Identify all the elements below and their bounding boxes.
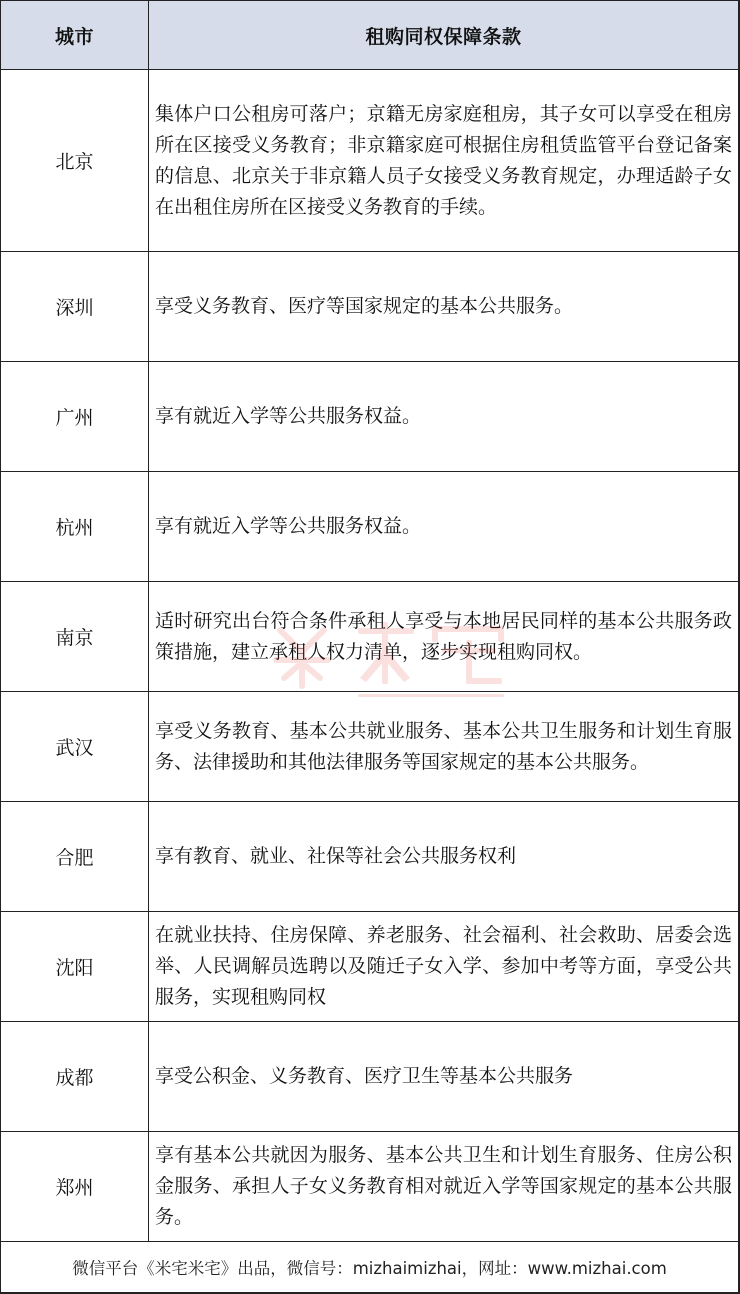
city-cell: 深圳 <box>1 252 149 362</box>
clause-cell: 享有教育、就业、社保等社会公共服务权利 <box>149 802 739 912</box>
clause-cell: 享有就近入学等公共服务权益。 <box>149 472 739 582</box>
city-cell: 郑州 <box>1 1132 149 1242</box>
clause-cell: 享受义务教育、基本公共就业服务、基本公共卫生服务和计划生育服务、法律援助和其他法律服务等国家规定的基本公共服务。 <box>149 692 739 802</box>
clause-cell: 在就业扶持、住房保障、养老服务、社会福利、社会救助、居委会选举、人民调解员选聘以及随迁子女入学、参加中考等方面，享受公共服务，实现租购同权 <box>149 912 739 1022</box>
header-clause: 租购同权保障条款 <box>149 1 739 70</box>
footer-credit: 微信平台《米宅米宅》出品，微信号：mizhaimizhai，网址：www.mizhai.com <box>1 1242 739 1293</box>
city-cell: 沈阳 <box>1 912 149 1022</box>
city-cell: 成都 <box>1 1022 149 1132</box>
clause-cell: 享有基本公共就因为服务、基本公共卫生和计划生育服务、住房公积金服务、承担人子女义务教育相对就近入学等国家规定的基本公共服务。 <box>149 1132 739 1242</box>
city-cell: 北京 <box>1 70 149 252</box>
city-cell: 合肥 <box>1 802 149 912</box>
city-cell: 广州 <box>1 362 149 472</box>
header-city: 城市 <box>1 1 149 70</box>
clause-cell: 享受义务教育、医疗等国家规定的基本公共服务。 <box>149 252 739 362</box>
clause-cell: 适时研究出台符合条件承租人享受与本地居民同样的基本公共服务政策措施，建立承租人权力清单，逐步实现租购同权。 <box>149 582 739 692</box>
clause-cell: 享受公积金、义务教育、医疗卫生等基本公共服务 <box>149 1022 739 1132</box>
city-cell: 杭州 <box>1 472 149 582</box>
clause-cell: 享有就近入学等公共服务权益。 <box>149 362 739 472</box>
city-cell: 武汉 <box>1 692 149 802</box>
clause-cell: 集体户口公租房可落户；京籍无房家庭租房，其子女可以享受在租房所在区接受义务教育；非京籍家庭可根据住房租赁监管平台登记备案的信息、北京关于非京籍人员子女接受义务教育规定，办理适龄子女在出租住房所在区接受义务教育的手续。 <box>149 70 739 252</box>
city-cell: 南京 <box>1 582 149 692</box>
